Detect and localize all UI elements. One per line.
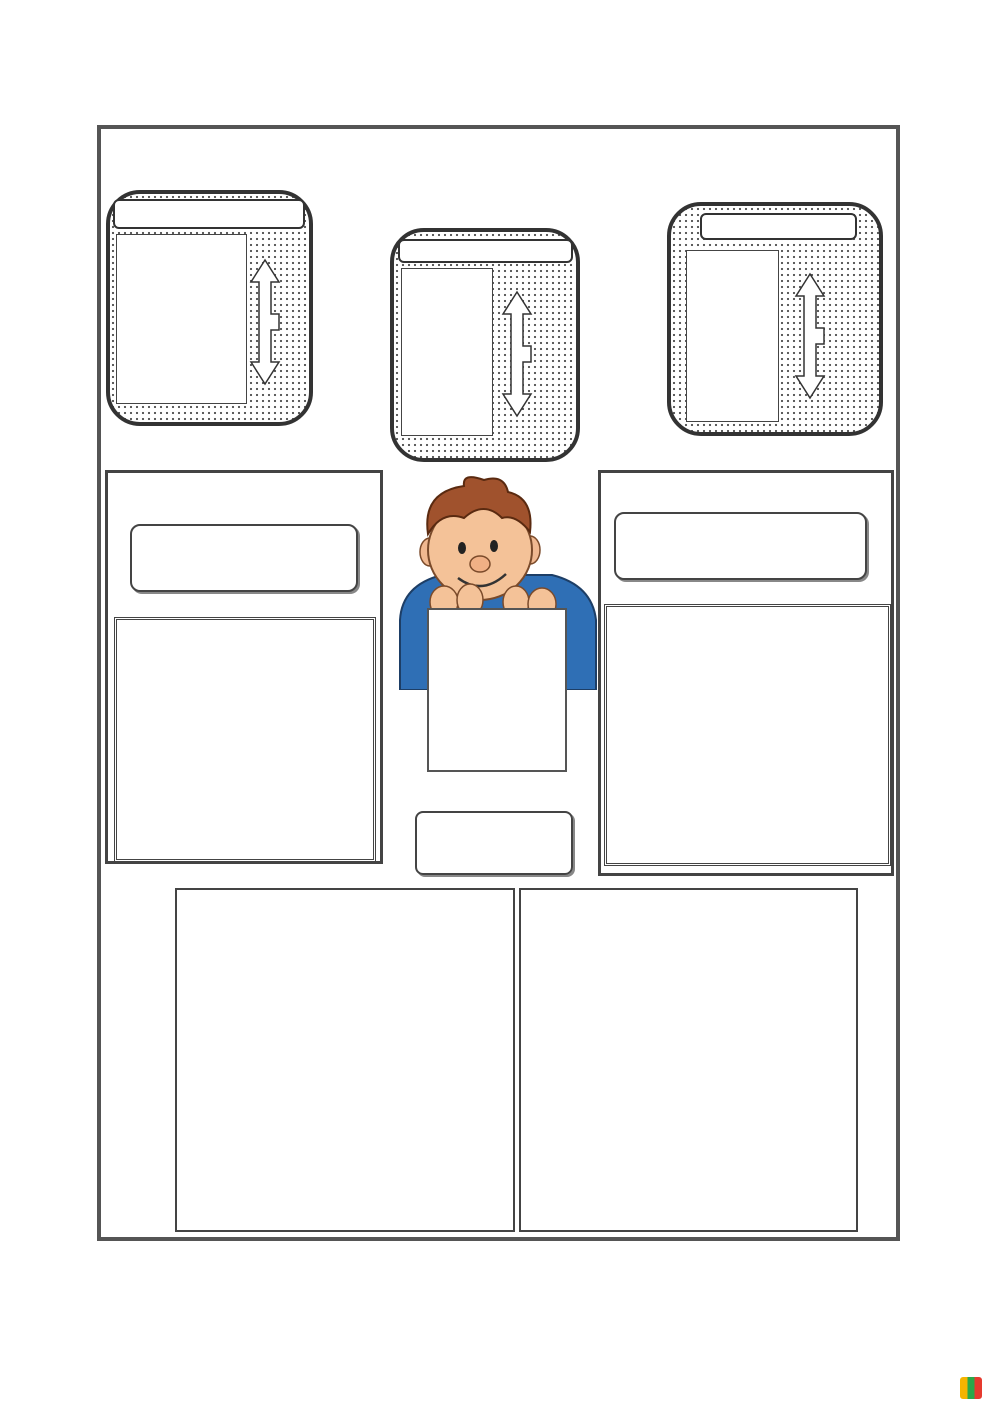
exercise2-list <box>604 604 891 866</box>
list-item <box>620 819 888 845</box>
list-item <box>410 318 492 342</box>
question-label <box>700 213 857 240</box>
exercise3-label-box <box>415 811 573 875</box>
list-item <box>620 609 888 635</box>
usage-poster <box>427 608 567 772</box>
list-item <box>620 635 888 661</box>
list-item <box>620 740 888 766</box>
list-item <box>128 781 373 807</box>
list-item <box>410 294 492 318</box>
list-item <box>695 253 778 277</box>
list-item <box>695 277 778 301</box>
list-item <box>695 397 778 421</box>
list-item <box>128 807 373 833</box>
list-item <box>128 702 373 728</box>
question-list <box>686 250 779 422</box>
list-item <box>126 382 246 406</box>
list-item <box>126 334 246 358</box>
notebook-spiral-center <box>462 900 572 1220</box>
list-item <box>410 366 492 390</box>
positive-list <box>116 234 247 404</box>
double-arrow-icon <box>793 272 827 400</box>
double-arrow-icon <box>500 290 534 418</box>
list-item <box>128 623 373 649</box>
exercise2-instruction <box>614 512 867 580</box>
list-item <box>695 373 778 397</box>
list-item <box>620 688 888 714</box>
list-item <box>410 270 492 294</box>
list-item <box>126 238 246 262</box>
list-item <box>128 728 373 754</box>
list-item <box>620 662 888 688</box>
list-item <box>128 833 373 859</box>
double-arrow-icon <box>248 258 282 386</box>
liveworksheets-logo[interactable] <box>960 1373 986 1404</box>
notebook-spiral-left <box>116 444 376 506</box>
list-item <box>620 767 888 793</box>
logo-icon <box>960 1377 982 1399</box>
list-item <box>695 349 778 373</box>
list-item <box>126 262 246 286</box>
list-item <box>620 793 888 819</box>
list-item <box>126 286 246 310</box>
list-item <box>695 301 778 325</box>
negative-list <box>401 268 493 436</box>
list-item <box>128 649 373 675</box>
exercise1-instruction <box>130 524 358 592</box>
list-item <box>126 358 246 382</box>
negative-label <box>398 239 573 263</box>
list-item <box>126 310 246 334</box>
list-item <box>410 342 492 366</box>
list-item <box>410 390 492 414</box>
list-item <box>128 676 373 702</box>
notebook-spiral-right <box>612 444 882 506</box>
list-item <box>410 414 492 438</box>
list-item <box>128 754 373 780</box>
list-item <box>695 325 778 349</box>
list-item <box>620 714 888 740</box>
positive-label <box>113 199 305 229</box>
exercise1-list <box>114 617 376 862</box>
